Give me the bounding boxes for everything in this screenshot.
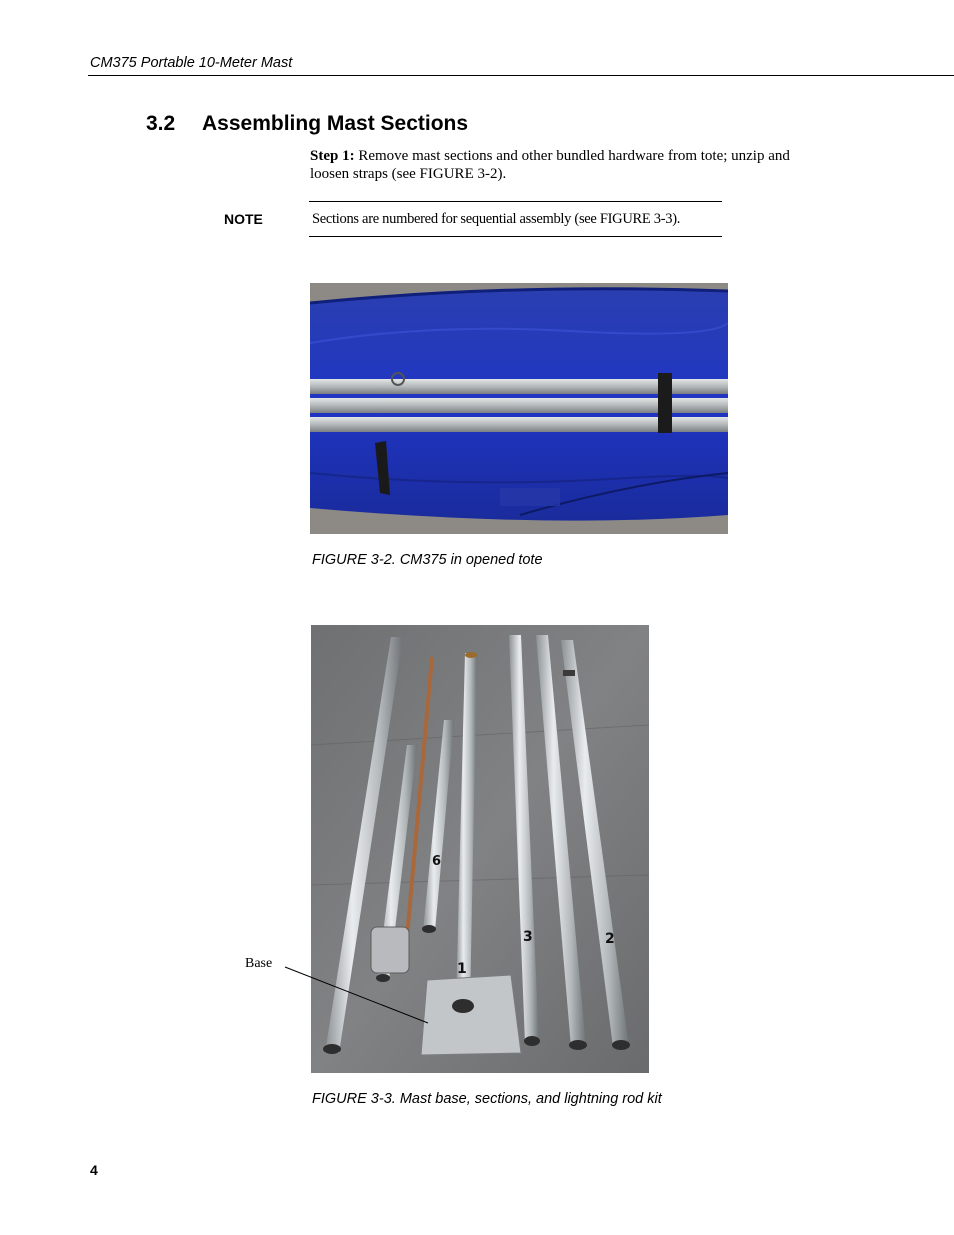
step-1-paragraph: [310, 147, 790, 183]
figure-3-2-photo: [310, 283, 728, 534]
figure-3-2-caption: FIGURE 3-2. CM375 in opened tote: [312, 552, 543, 568]
base-callout-leader-line: [280, 960, 440, 1030]
section-number-1: 1: [457, 961, 467, 977]
section-number-3: 3: [523, 929, 533, 945]
section-number: 3.2: [146, 112, 176, 135]
section-number-2: 2: [605, 931, 615, 947]
figure-3-3-caption: FIGURE 3-3. Mast base, sections, and lightning rod kit: [312, 1091, 662, 1107]
page-number: 4: [90, 1162, 98, 1178]
note-label: NOTE: [224, 211, 263, 227]
section-title: Assembling Mast Sections: [202, 112, 469, 135]
note-bottom-rule: [309, 236, 722, 237]
note-top-rule: [309, 201, 722, 202]
tote-illustration: [310, 283, 728, 534]
header-rule: [88, 75, 954, 76]
base-callout-label: Base: [245, 956, 273, 971]
note-text: Sections are numbered for sequential assembly (see FIGURE 3-3).: [312, 211, 681, 227]
running-header: CM375 Portable 10-Meter Mast: [90, 55, 293, 71]
step-1-label: Step 1:: [310, 148, 355, 164]
step-1-text: Remove mast sections and other bundled hardware from tote; unzip and loosen straps (see FIGURE 3-2).: [310, 148, 790, 182]
section-number-6: 6: [432, 854, 442, 869]
